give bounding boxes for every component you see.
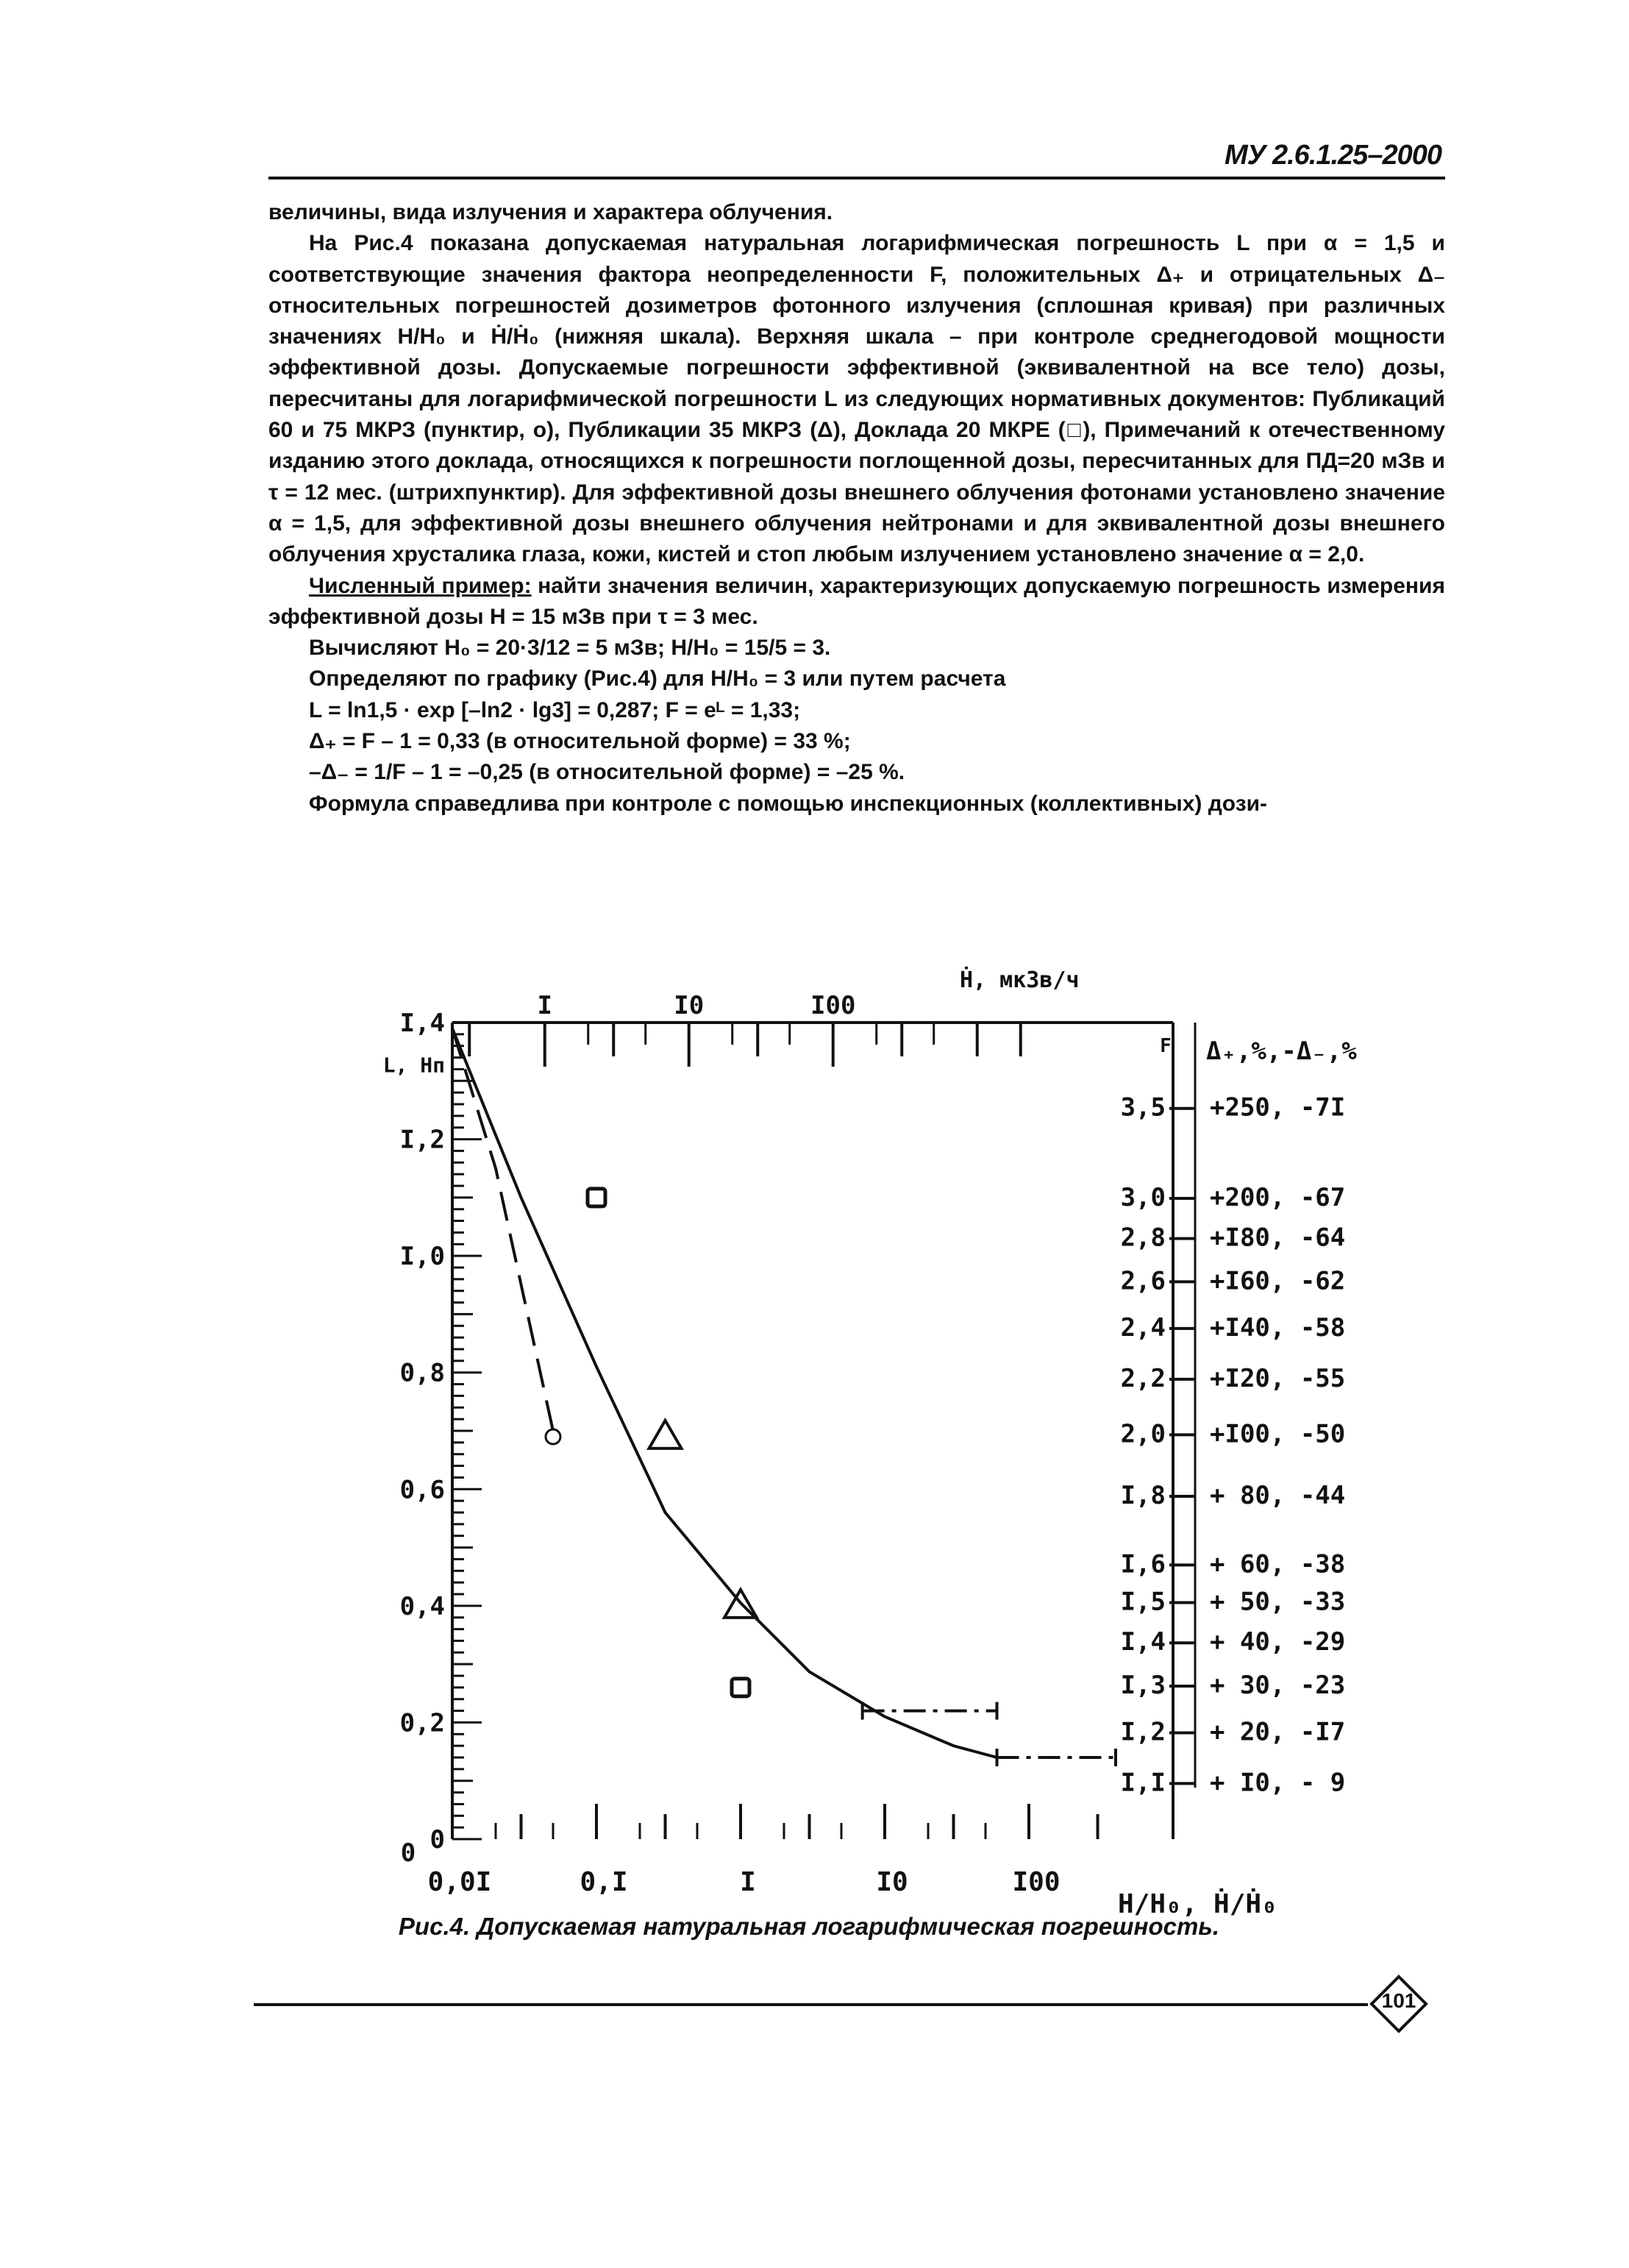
delta-label: + 60, -38: [1210, 1549, 1346, 1579]
figure-caption: Рис.4. Допускаемая натуральная логарифмическая погрешность.: [398, 1913, 1220, 1940]
F-label: I,I: [1120, 1768, 1166, 1798]
square-marker: [588, 1189, 605, 1206]
top-axis-label: Ḣ, мкЗв/ч: [960, 967, 1080, 993]
solid-curve: [452, 1028, 997, 1757]
figure-4: [368, 956, 1397, 1919]
delta-label: + 30, -23: [1210, 1670, 1346, 1700]
calc-line-6: Формула справедлива при контроле с помощью инспекционных (коллективных) дози-: [309, 791, 1268, 816]
F-label: I,8: [1120, 1480, 1166, 1510]
left-axis-label: L, Нп: [382, 1053, 445, 1078]
bottom-tick-label: 0,I: [580, 1867, 628, 1897]
square-marker: [732, 1679, 749, 1696]
delta-label: + 50, -33: [1210, 1587, 1346, 1617]
F-label: I,4: [1120, 1627, 1166, 1657]
delta-label: +I20, -55: [1210, 1363, 1346, 1393]
calc-line-1: Вычисляют H₀ = 20·3/12 = 5 мЗв; H/H₀ = 15/5 = 3.: [309, 636, 831, 661]
top-tick-label: I: [537, 991, 552, 1020]
paragraph-2: На Рис.4 показана допускаемая натуральная логарифмическая погрешность L при α = 1,5 и соответствующие значения фактора неопределенности F, положительных Δ₊ и отрицательных Δ₋ относительных погрешностей дозиметров фотонного излучения (сплошная кривая) при различных значениях H/H₀ и Ḣ/Ḣ₀ (нижняя шкала). Верхняя шкала – при контроле среднегодовой мощности эффективной дозы. Допускаемые погрешности эффективной (эквивалентной на все тело) дозы, пересчитаны для логарифмической погрешности L из следующих нормативных документов: Публикаций 60 и 75 МКРЗ (пунктир, о), Публикации 35 МКРЗ (Δ), Доклада 20 МКРЕ (□), Примечаний к отечественному изданию этого доклада, относящихся к погрешности поглощенной дозы, пересчитанных для ПД=20 мЗв и τ = 12 мес. (штрихпунктир). Для эффективной дозы внешнего облучения фотонами установлено значение α = 1,5, для эффективной дозы внешнего облучения нейтронами и для эквивалентной дозы внешнего облучения хрусталика глаза, кожи, кистей и стоп любым излучением установлено значение α = 2,0.: [268, 231, 1445, 567]
left-tick-label: 0,8: [399, 1358, 445, 1388]
top-tick-label: I00: [810, 991, 856, 1020]
delta-label: + 20, -I7: [1210, 1717, 1346, 1747]
F-label: 2,0: [1120, 1419, 1166, 1449]
F-label: 2,2: [1120, 1363, 1166, 1393]
footer-rule: [254, 2003, 1368, 2006]
left-tick-label: 0,6: [399, 1475, 445, 1505]
delta-header: Δ₊,%,-Δ₋,%: [1206, 1037, 1357, 1066]
circle-marker: [546, 1429, 560, 1444]
delta-label: + 40, -29: [1210, 1627, 1346, 1657]
F-header: F: [1160, 1035, 1172, 1057]
page-number: 101: [1381, 1989, 1416, 2012]
F-label: I,3: [1120, 1670, 1166, 1700]
left-tick-label: I,4: [399, 1009, 445, 1038]
calc-line-3: L = ln1,5 · exp [–ln2 · lg3] = 0,287; F = eᴸ = 1,33;: [309, 697, 801, 722]
left-tick-label: I,2: [399, 1125, 445, 1155]
F-label: 3,5: [1120, 1092, 1166, 1123]
F-label: 2,4: [1120, 1312, 1166, 1343]
delta-label: +200, -67: [1210, 1182, 1346, 1212]
top-tick-label: I0: [674, 991, 705, 1020]
example-text: найти значения величин, характеризующих допускаемую погрешность измерения эффективной дозы H = 15 мЗв при τ = 3 мес.: [268, 573, 1445, 629]
bottom-tick-label: 0,0I: [427, 1867, 492, 1897]
left-tick-label: I,0: [399, 1242, 445, 1272]
calc-line-5: –Δ₋ = 1/F – 1 = –0,25 (в относительной форме) = –25 %.: [309, 760, 905, 785]
bottom-tick-label: I: [740, 1867, 756, 1897]
F-label: I,2: [1120, 1717, 1166, 1747]
delta-label: + 80, -44: [1210, 1480, 1346, 1510]
delta-label: +I60, -62: [1210, 1266, 1346, 1296]
dashed-curve: [452, 1028, 553, 1431]
header-rule: [268, 177, 1445, 179]
delta-label: +I80, -64: [1210, 1223, 1346, 1253]
body-text: [268, 197, 1445, 820]
delta-label: +250, -7I: [1210, 1092, 1346, 1123]
left-tick-label: 0: [429, 1825, 445, 1855]
paragraph-1: величины, вида излучения и характера облучения.: [268, 200, 833, 224]
bottom-tick-label: I0: [876, 1867, 908, 1897]
bottom-axis-label: H/H₀, Ḣ/Ḣ₀: [1118, 1889, 1277, 1919]
calc-line-4: Δ₊ = F – 1 = 0,33 (в относительной форме) = 33 %;: [309, 729, 851, 754]
doc-code: МУ 2.6.1.25–2000: [1225, 140, 1441, 171]
F-label: 2,8: [1120, 1223, 1166, 1253]
example-paragraph: [268, 571, 1445, 633]
triangle-marker: [649, 1421, 682, 1448]
origin-label: 0: [400, 1838, 416, 1868]
F-label: 2,6: [1120, 1266, 1166, 1296]
chart-svg: [368, 956, 1397, 1919]
calc-line-2: Определяют по графику (Рис.4) для H/H₀ = 3 или путем расчета: [309, 666, 1006, 692]
left-tick-label: 0,4: [399, 1591, 445, 1621]
F-label: 3,0: [1120, 1182, 1166, 1212]
F-label: I,6: [1120, 1549, 1166, 1579]
delta-label: +I00, -50: [1210, 1419, 1346, 1449]
F-label: I,5: [1120, 1587, 1166, 1617]
bottom-tick-label: I00: [1012, 1867, 1061, 1897]
example-label: Численный пример:: [309, 573, 532, 598]
left-tick-label: 0,2: [399, 1708, 445, 1738]
delta-label: + I0, - 9: [1210, 1768, 1346, 1798]
delta-label: +I40, -58: [1210, 1312, 1346, 1343]
